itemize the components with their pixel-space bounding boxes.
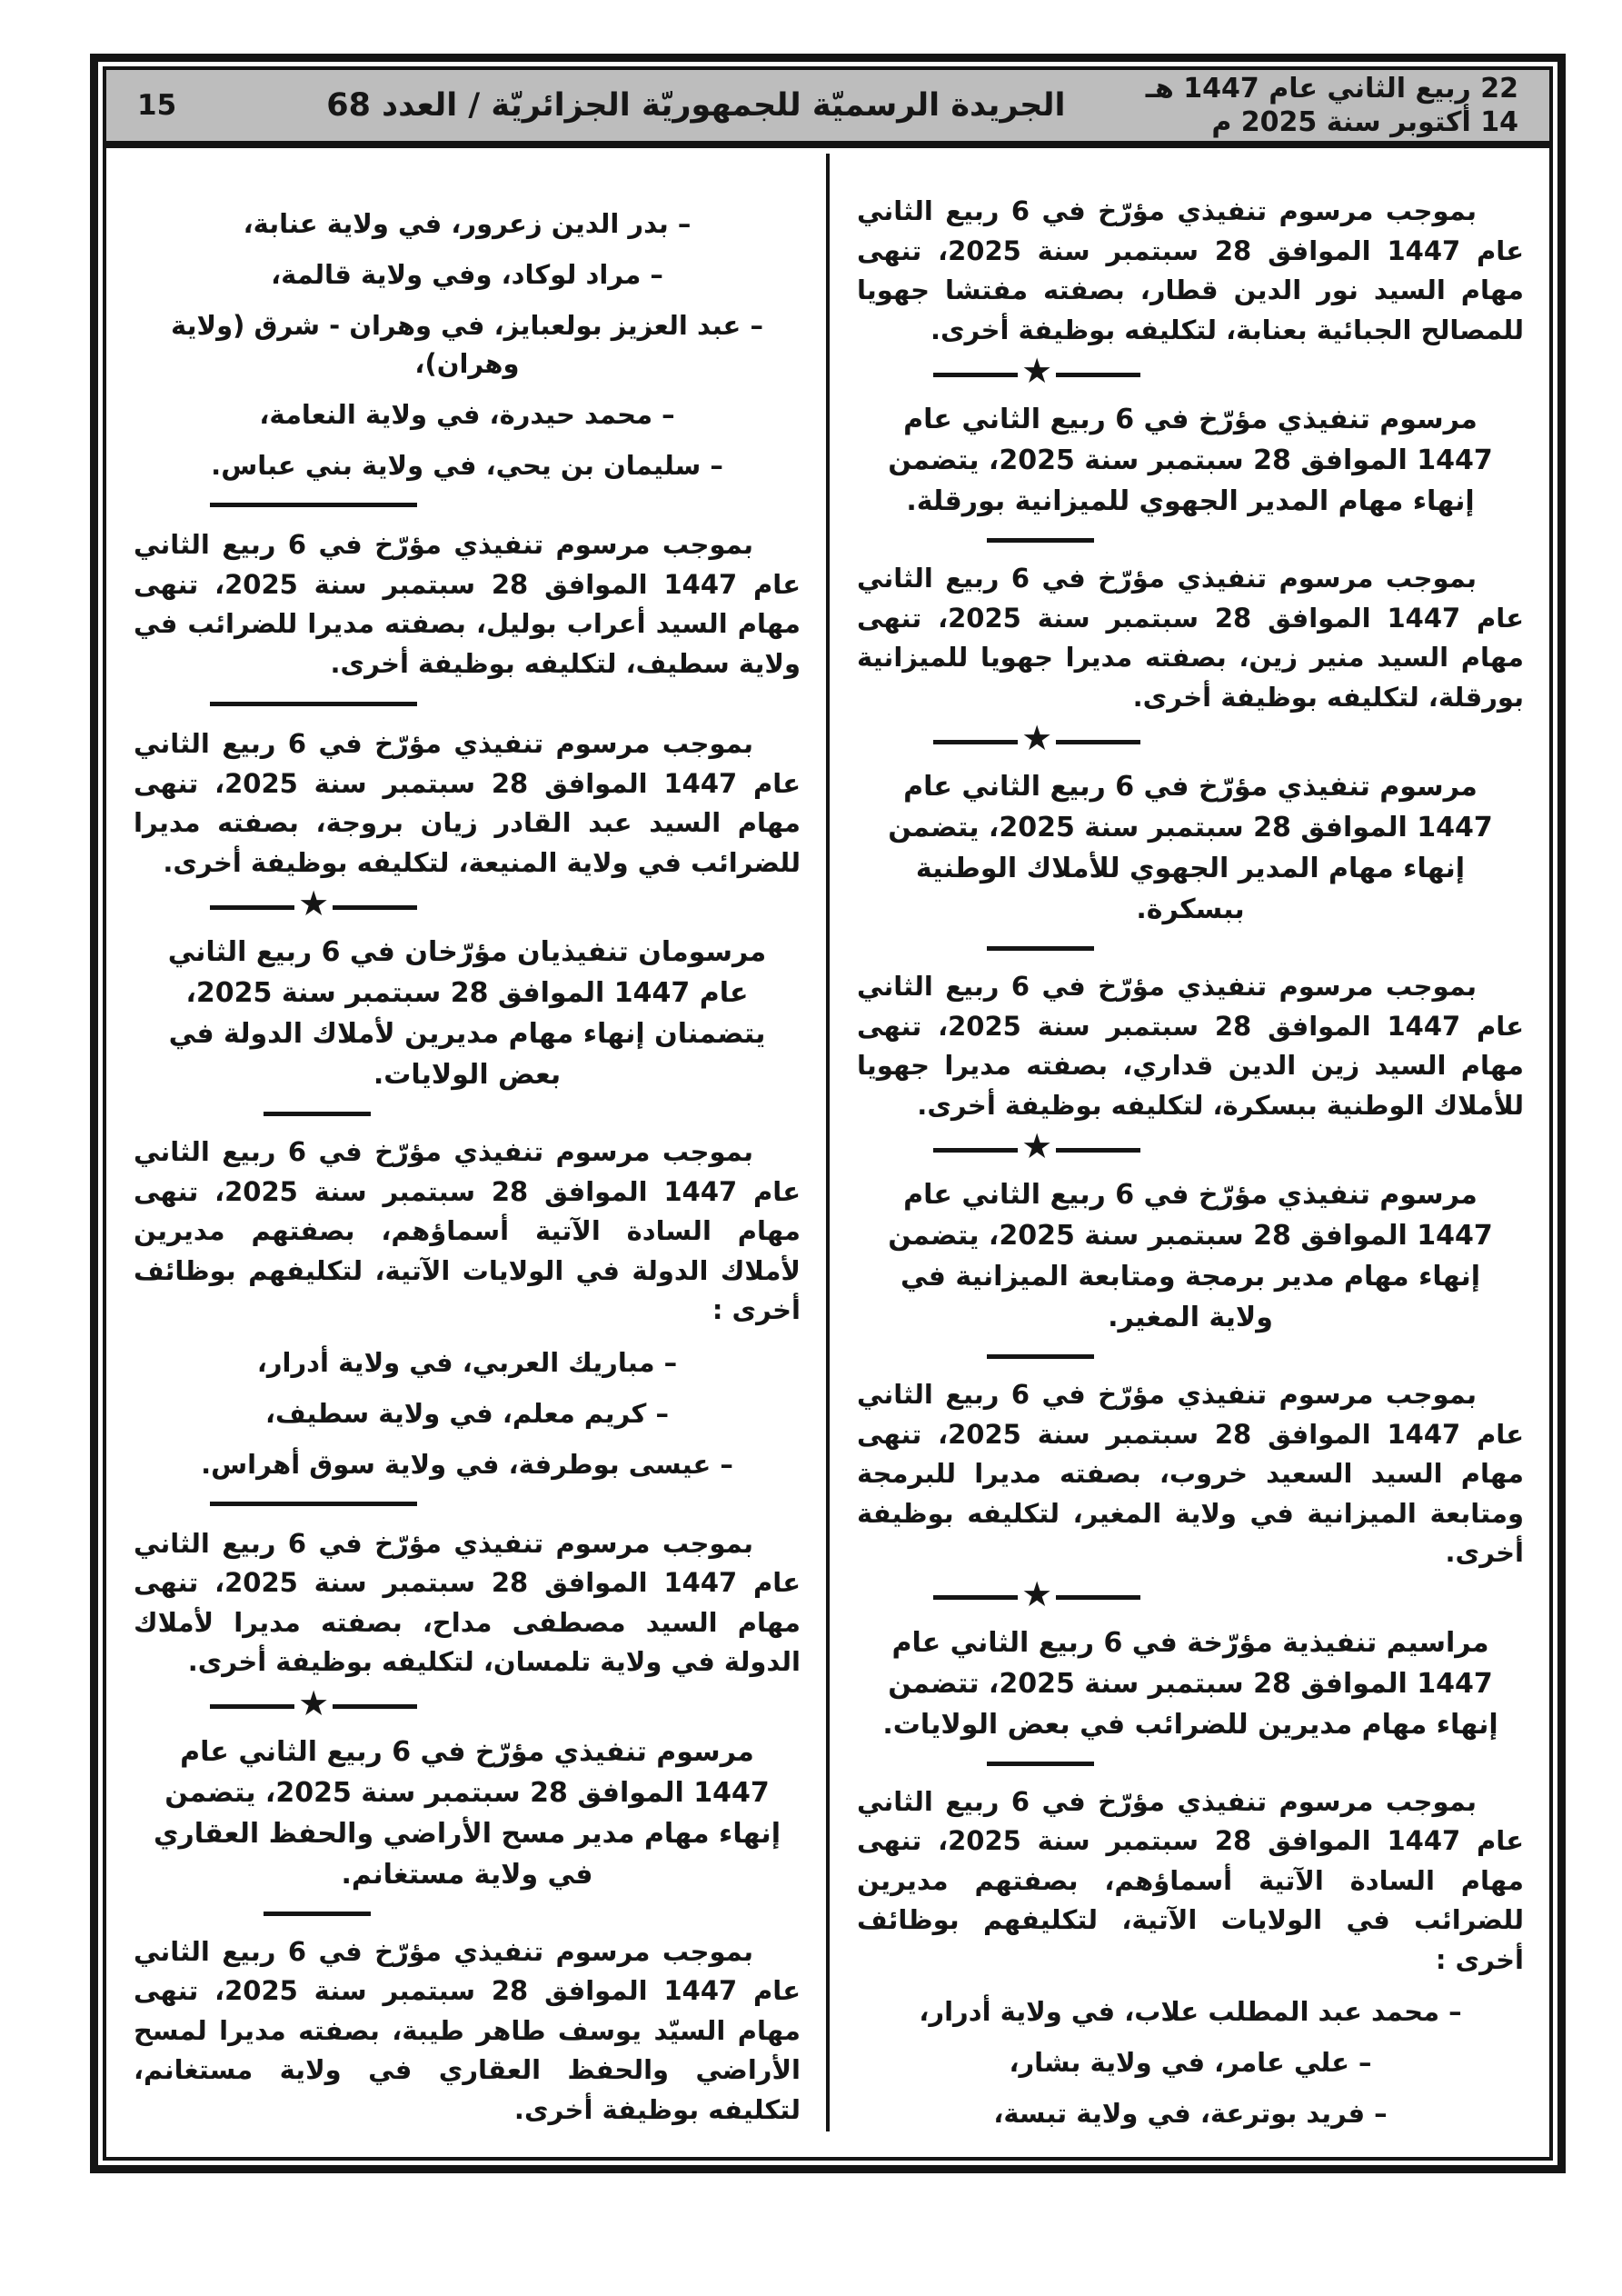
section-divider: [210, 702, 417, 706]
columns-area: [106, 148, 1549, 2157]
star-separator: [933, 351, 1140, 392]
separator-bar: [933, 373, 1018, 377]
decree-paragraph: بموجب مرسوم تنفيذي مؤرّخ في 6 ربيع الثاني عام 1447 الموافق 28 سبتمبر سنة 2025، تنهى مهام السيد زين الدين قداري، بصفته مديرا جهويا للأملاك الوطنية ببسكرة، لتكليفه بوظيفة أخرى.: [857, 971, 1525, 1121]
separator-bar: [1056, 1595, 1140, 1600]
star-icon: ★: [1021, 351, 1053, 391]
column-right: [830, 148, 1549, 2157]
star-icon: ★: [1021, 718, 1053, 758]
list-item: – عبد العزيز بولعبايز، في وهران - شرق (ولاية وهران)،: [171, 310, 763, 380]
officials-list: [857, 1992, 1524, 2132]
decree-heading: مرسوم تنفيذي مؤرّخ في 6 ربيع الثاني عام 1447 الموافق 28 سبتمبر سنة 2025، يتضمن إنهاء مهام المدير الجهوي للأملاك الوطنية ببسكرة.: [888, 771, 1493, 925]
section-divider: [264, 1912, 370, 1916]
list-item: – مباريك العربي، في ولاية أدرار،: [256, 1346, 678, 1378]
hijri-date: 22 ربيع الثاني عام 1447 هـ: [1145, 72, 1518, 105]
star-icon: ★: [1021, 1126, 1053, 1166]
decree-paragraph: بموجب مرسوم تنفيذي مؤرّخ في 6 ربيع الثاني عام 1447 الموافق 28 سبتمبر سنة 2025، تنهى مهام السادة الآتية أسماؤهم، بصفتهم مديرين للضرائب في الولايات الآتية، لتكليفهم بوظائف أخرى :: [857, 1785, 1525, 1975]
separator-bar: [333, 1704, 417, 1709]
decree-heading: مرسوم تنفيذي مؤرّخ في 6 ربيع الثاني عام 1447 الموافق 28 سبتمبر سنة 2025، يتضمن إنهاء مهام مدير برمجة ومتابعة الميزانية في ولاية المغير.: [888, 1179, 1493, 1333]
star-icon: ★: [298, 883, 330, 924]
list-item: – عيسى بوطرفة، في ولاية سوق أهراس.: [201, 1448, 733, 1480]
column-left: [106, 148, 826, 2157]
section-divider: [264, 1112, 370, 1116]
list-item: – سليمان بن يحي، في ولاية بني عباس.: [211, 450, 723, 482]
decree-paragraph: بموجب مرسوم تنفيذي مؤرّخ في 6 ربيع الثاني عام 1447 الموافق 28 سبتمبر سنة 2025، تنهى مهام السيد مصطفى مداح، بصفته مديرا لأملاك الدولة في ولاية تلمسان، لتكليفه بوظيفة أخرى.: [134, 1527, 801, 1678]
list-item: – محمد عبد المطلب علاب، في ولاية أدرار،: [919, 1996, 1462, 2027]
separator-bar: [1056, 740, 1140, 744]
section-divider: [987, 1354, 1093, 1359]
header-dates: [1146, 72, 1518, 140]
star-separator: [933, 718, 1140, 759]
decree-heading: مرسوم تنفيذي مؤرّخ في 6 ربيع الثاني عام 1447 الموافق 28 سبتمبر سنة 2025، يتضمن إنهاء مهام مدير مسح الأراضي والحفظ العقاري في ولاية مستغانم.: [154, 1735, 781, 1891]
separator-bar: [210, 905, 294, 910]
section-divider: [987, 538, 1093, 543]
separator-bar: [933, 740, 1018, 744]
list-item: – مراد لوكاد، وفي ولاية قالمة،: [271, 259, 663, 291]
list-item: – بدر الدين زعرور، في ولاية عنابة،: [243, 208, 692, 239]
star-icon: ★: [298, 1682, 330, 1723]
separator-bar: [210, 1704, 294, 1709]
separator-bar: [933, 1148, 1018, 1153]
officials-list: [134, 205, 801, 484]
star-separator: [933, 1126, 1140, 1167]
page-frame: [90, 54, 1566, 2173]
separator-bar: [1056, 373, 1140, 377]
officials-list: [134, 1343, 801, 1483]
separator-bar: [933, 1595, 1018, 1600]
section-divider: [987, 946, 1093, 951]
page-inner-frame: [103, 66, 1553, 2161]
separator-bar: [333, 905, 417, 910]
star-separator: [210, 883, 417, 924]
list-item: – محمد حيدرة، في ولاية النعامة،: [259, 399, 675, 431]
decree-paragraph: بموجب مرسوم تنفيذي مؤرّخ في 6 ربيع الثاني عام 1447 الموافق 28 سبتمبر سنة 2025، تنهى مهام السادة الآتية أسماؤهم، بصفتهم مديرين لأملاك الدولة في الولايات الآتية، لتكليفهم بوظائف أخرى :: [134, 1136, 801, 1326]
decree-paragraph: بموجب مرسوم تنفيذي مؤرّخ في 6 ربيع الثاني عام 1447 الموافق 28 سبتمبر سنة 2025، تنهى مهام السيد أعراب بوليل، بصفته مديرا للضرائب في ولاية سطيف، لتكليفه بوظيفة أخرى.: [134, 529, 801, 679]
decree-paragraph: بموجب مرسوم تنفيذي مؤرّخ في 6 ربيع الثاني عام 1447 الموافق 28 سبتمبر سنة 2025، تنهى مهام السيد منير زين، بصفته مديرا جهويا للميزانية بورقلة، لتكليفه بوظيفة أخرى.: [857, 563, 1525, 713]
header-band: [106, 70, 1549, 148]
separator-bar: [1056, 1148, 1140, 1153]
list-item: – كريم معلم، في ولاية سطيف،: [264, 1397, 670, 1429]
star-icon: ★: [1021, 1573, 1053, 1614]
decree-paragraph: بموجب مرسوم تنفيذي مؤرّخ في 6 ربيع الثاني عام 1447 الموافق 28 سبتمبر سنة 2025، تنهى مهام السيد عبد القادر زيان بروجة، بصفته مديرا للضرائب في ولاية المنيعة، لتكليفه بوظيفة أخرى.: [134, 728, 801, 878]
star-separator: [933, 1573, 1140, 1615]
section-divider: [210, 503, 417, 507]
decree-paragraph: بموجب مرسوم تنفيذي مؤرّخ في 6 ربيع الثاني عام 1447 الموافق 28 سبتمبر سنة 2025، تنهى مهام السيد السعيد خروب، بصفته مديرا للبرمجة ومتابعة الميزانية في ولاية المغير، لتكليفه بوظيفة أخرى.: [857, 1379, 1525, 1568]
list-item: – علي عامر، في ولاية بشار،: [1009, 2047, 1372, 2079]
section-divider: [210, 1502, 417, 1506]
decree-paragraph: بموجب مرسوم تنفيذي مؤرّخ في 6 ربيع الثاني عام 1447 الموافق 28 سبتمبر سنة 2025، تنهى مهام السيد نور الدين قطار، بصفته مفتشا جهويا للمصالح الجبائية بعنابة، لتكليفه بوظيفة أخرى.: [857, 195, 1525, 345]
decree-heading: مراسيم تنفيذية مؤرّخة في 6 ربيع الثاني عام 1447 الموافق 28 سبتمبر سنة 2025، تتضمن إنهاء مهام مديرين للضرائب في بعض الولايات.: [882, 1626, 1498, 1741]
section-divider: [987, 1762, 1093, 1766]
page-number: 15: [137, 89, 177, 122]
star-separator: [210, 1682, 417, 1724]
journal-title: الجريدة الرسميّة للجمهوريّة الجزائريّة / العدد 68: [326, 87, 1066, 124]
decree-heading: مرسومان تنفيذيان مؤرّخان في 6 ربيع الثاني عام 1447 الموافق 28 سبتمبر سنة 2025، يتضمنان إنهاء مهام مديرين لأملاك الدولة في بعض الولايات.: [167, 936, 767, 1092]
list-item: – فريد بوترعة، في ولاية تبسة،: [993, 2098, 1388, 2130]
decree-heading: مرسوم تنفيذي مؤرّخ في 6 ربيع الثاني عام 1447 الموافق 28 سبتمبر سنة 2025، يتضمن إنهاء مهام المدير الجهوي للميزانية بورقلة.: [888, 404, 1493, 517]
decree-paragraph: بموجب مرسوم تنفيذي مؤرّخ في 6 ربيع الثاني عام 1447 الموافق 28 سبتمبر سنة 2025، تنهى مهام السيّد يوسف طاهر طيبة، بصفته مديرا لمسح الأراضي والحفظ العقاري في ولاية مستغانم، لتكليفه بوظيفة أخرى.: [134, 1935, 801, 2125]
column-divider: [826, 154, 830, 2131]
gregorian-date: 14 أكتوبر سنة 2025 م: [1211, 106, 1518, 138]
